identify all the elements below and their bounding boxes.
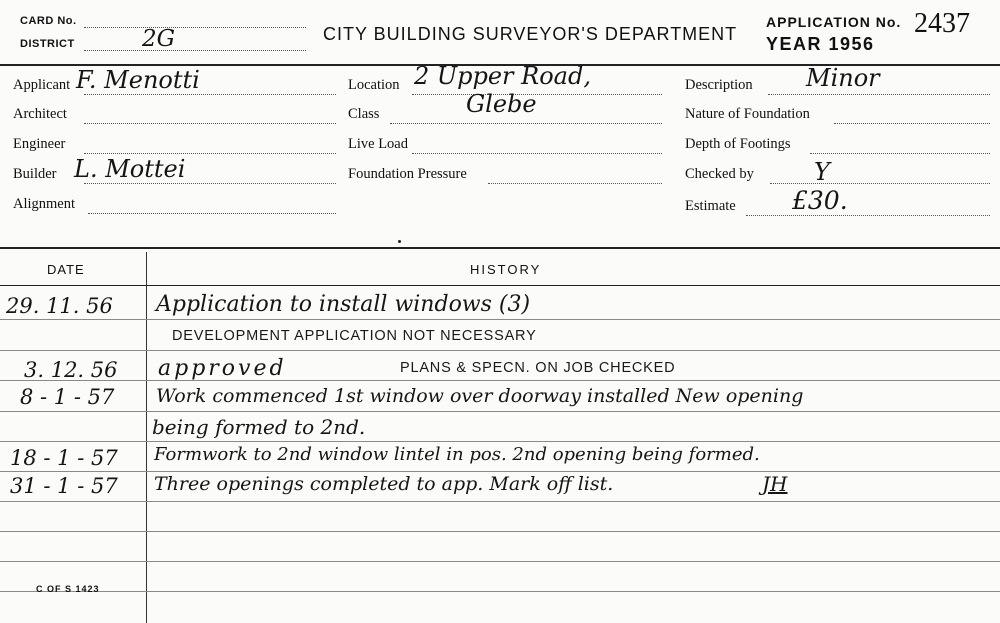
history-entry: Work commenced 1st window over doorway installed New opening: [156, 385, 804, 407]
date-header: DATE: [47, 262, 85, 277]
applicant-label: Applicant: [13, 77, 71, 93]
estimate-value: £30.: [792, 186, 848, 215]
applicant-line: [84, 94, 336, 95]
nature-of-foundation-line: [834, 123, 990, 124]
application-no-label: APPLICATION No.: [766, 14, 902, 30]
class-value: Glebe: [466, 90, 537, 118]
ruled-line: [0, 501, 1000, 502]
applicant-value: F. Menotti: [76, 66, 200, 94]
date-column-divider: [146, 252, 147, 623]
history-entry: Application to install windows (3): [156, 292, 531, 317]
table-header-rule: [0, 285, 1000, 286]
form-code: C OF S 1423: [36, 584, 100, 594]
alignment-label: Alignment: [13, 196, 76, 212]
builder-line: [84, 183, 336, 184]
estimate-line: [746, 215, 990, 216]
ruled-line: [0, 319, 1000, 320]
table-top-rule: [0, 247, 1000, 249]
description-value: Minor: [806, 64, 880, 92]
history-date: 18 - 1 - 57: [10, 446, 118, 470]
card-no-line: [84, 27, 306, 28]
builder-label: Builder: [13, 166, 57, 182]
location-value: 2 Upper Road,: [414, 62, 591, 90]
history-entry: Formwork to 2nd window lintel in pos. 2nd opening being formed.: [154, 444, 760, 465]
builder-value: L. Mottei: [74, 155, 186, 183]
ruled-line: [0, 411, 1000, 412]
architect-line: [84, 123, 336, 124]
depth-of-footings-label: Depth of Footings: [685, 136, 791, 152]
description-label: Description: [685, 77, 753, 93]
location-line: [412, 94, 662, 95]
class-line: [390, 123, 662, 124]
nature-of-foundation-label: Nature of Foundation: [685, 106, 810, 122]
live-load-line: [412, 153, 662, 154]
class-label: Class: [348, 106, 380, 122]
history-entry: approved: [158, 356, 287, 381]
history-entry: being formed to 2nd.: [152, 415, 366, 439]
history-date: 8 - 1 - 57: [20, 385, 115, 409]
plans-checked-stamp: PLANS & SPECN. ON JOB CHECKED: [400, 360, 676, 376]
foundation-pressure-label: Foundation Pressure: [348, 166, 467, 182]
ruled-line: [0, 531, 1000, 532]
engineer-line: [84, 153, 336, 154]
district-line: [84, 50, 306, 51]
checked-by-line: [770, 183, 990, 184]
ruled-line: [0, 591, 1000, 592]
alignment-line: [88, 213, 336, 214]
estimate-label: Estimate: [685, 198, 736, 214]
ruled-line: [0, 471, 1000, 472]
department-title: CITY BUILDING SURVEYOR'S DEPARTMENT: [323, 24, 738, 44]
history-date: 3. 12. 56: [24, 358, 118, 382]
punch-mark: [398, 240, 401, 243]
history-date: 31 - 1 - 57: [10, 474, 118, 498]
description-line: [768, 94, 990, 95]
history-header: HISTORY: [470, 262, 542, 277]
location-label: Location: [348, 77, 400, 93]
clerk-initials: JH: [762, 472, 788, 496]
year-label: YEAR 1956: [766, 34, 875, 54]
application-number: 2437: [914, 8, 970, 39]
architect-label: Architect: [13, 106, 67, 122]
live-load-label: Live Load: [348, 136, 408, 152]
card-no-label: CARD No.: [20, 15, 77, 27]
district-value: 2G: [142, 26, 176, 52]
checked-by-value: Y: [814, 158, 830, 186]
history-date: 29. 11. 56: [6, 294, 113, 318]
development-stamp: DEVELOPMENT APPLICATION NOT NECESSARY: [172, 328, 537, 344]
checked-by-label: Checked by: [685, 166, 754, 182]
history-entry: Three openings completed to app. Mark off list.: [154, 473, 614, 495]
district-label: DISTRICT: [20, 38, 75, 50]
ruled-line: [0, 561, 1000, 562]
engineer-label: Engineer: [13, 136, 66, 152]
depth-of-footings-line: [810, 153, 990, 154]
ruled-line: [0, 350, 1000, 351]
ruled-line: [0, 380, 1000, 381]
foundation-pressure-line: [488, 183, 662, 184]
ruled-line: [0, 441, 1000, 442]
